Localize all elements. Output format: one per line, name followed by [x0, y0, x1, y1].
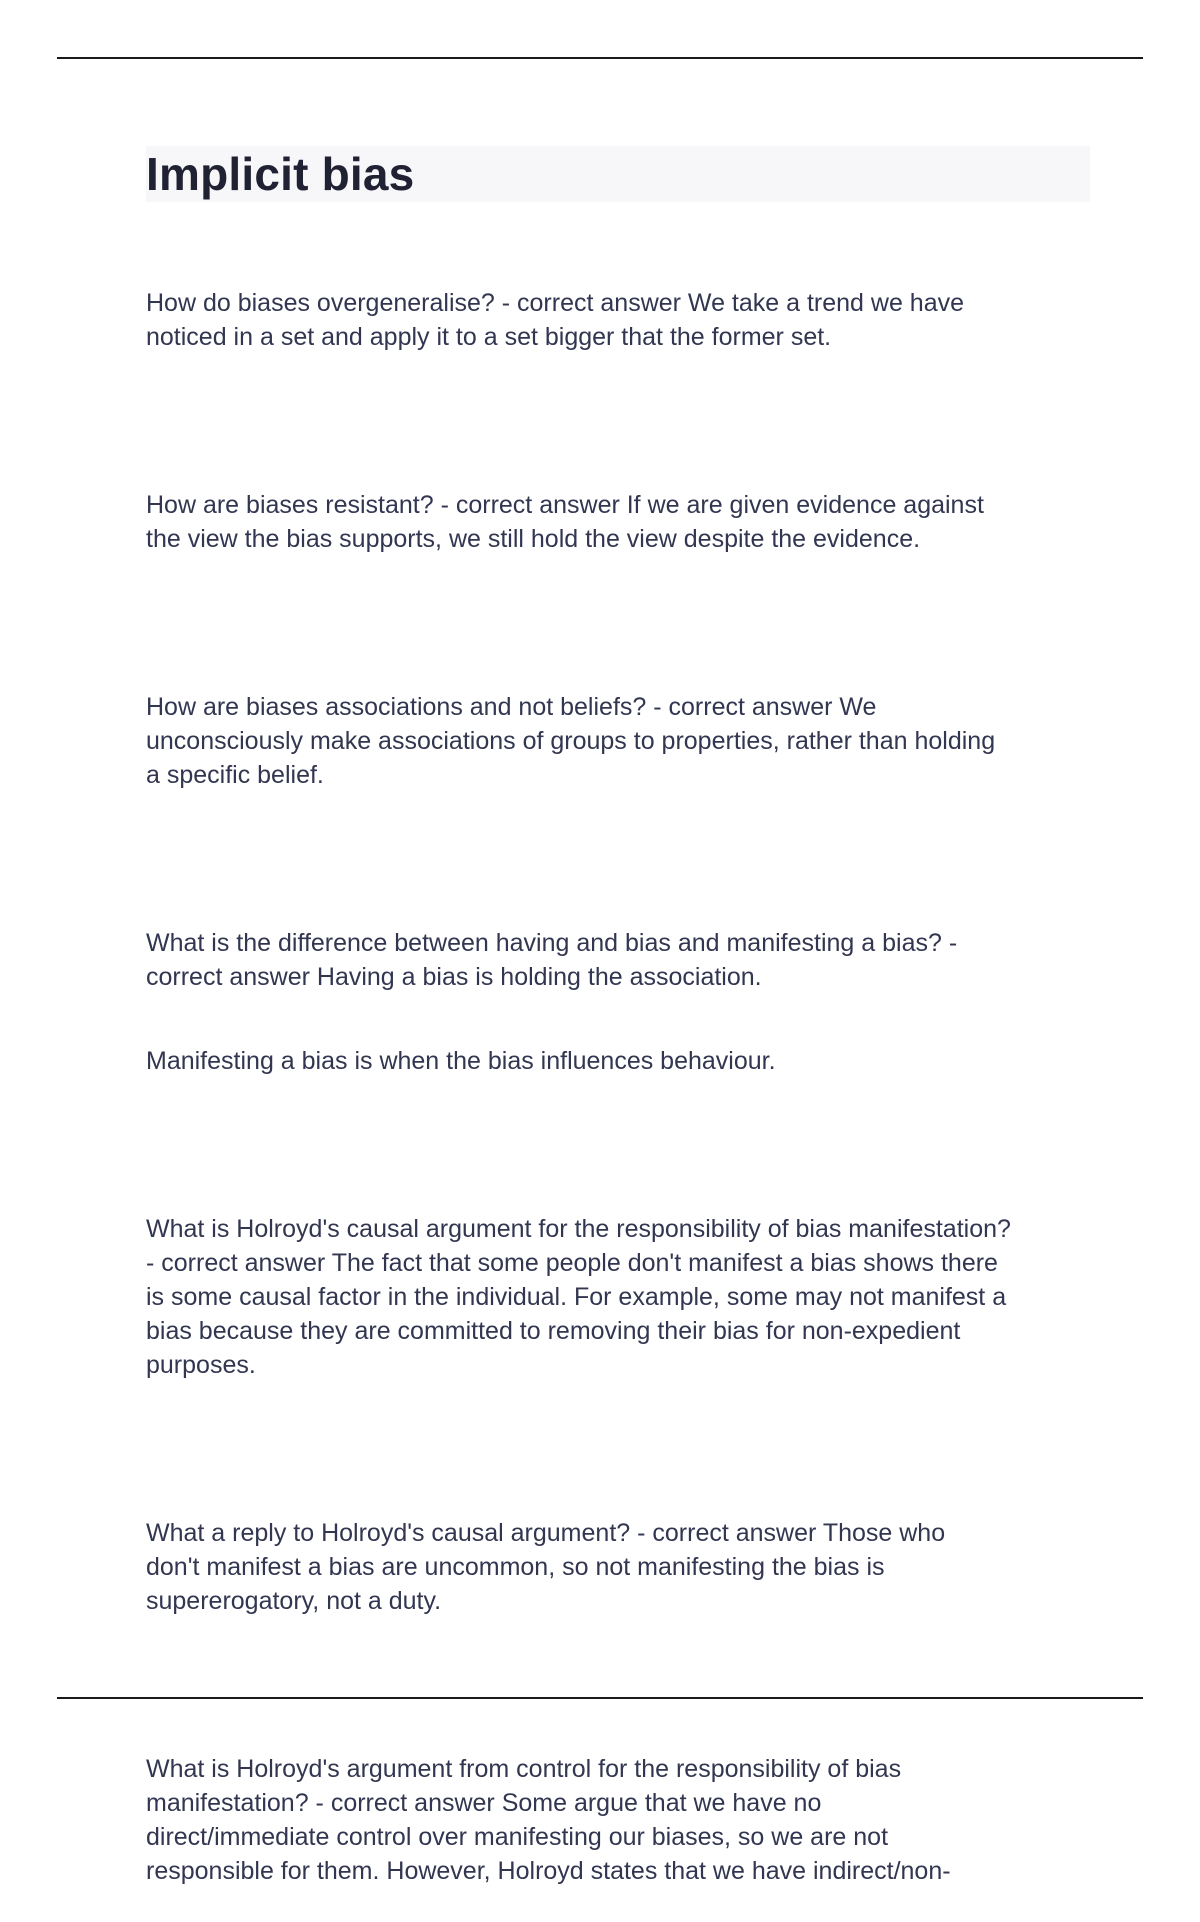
page-title: Implicit bias: [146, 148, 415, 200]
qa-item-associations: [146, 656, 1090, 826]
qa-list: [146, 252, 1090, 1922]
bottom-rule: [57, 1697, 1143, 1699]
qa-item-control-argument: [146, 1718, 1090, 1922]
qa-text: What is Holroyd's argument from control for the responsibility of bias manifestation? - correct answer Some argue that we have no direct/immediate control over manifesting our biases, so we are not responsible for them. However, Holroyd states that we have indirect/non-: [146, 1755, 951, 1885]
qa-item-having-vs-manifesting: [146, 892, 1090, 1112]
qa-text: How are biases associations and not beliefs? - correct answer We unconsciously make associations of groups to properties, rather than holding a specific belief.: [146, 693, 996, 789]
qa-item-causal-reply: [146, 1482, 1090, 1652]
qa-item-resistant: [146, 454, 1090, 590]
document-body: [146, 146, 1090, 1922]
qa-text: What a reply to Holroyd's causal argument? - correct answer Those who don't manifest a bias are uncommon, so not manifesting the bias is supererogatory, not a duty.: [146, 1519, 946, 1615]
top-rule: [57, 57, 1143, 59]
qa-text: What is Holroyd's causal argument for the responsibility of bias manifestation? - correct answer The fact that some people don't manifest a bias shows there is some causal factor in the individual. For example, some may not manifest a bias because they are committed to removing their bias for non-expedient purposes.: [146, 1215, 1011, 1379]
qa-text: What is the difference between having and bias and manifesting a bias? - correct answer Having a bias is holding the association.: [146, 929, 958, 991]
qa-item-causal-argument: [146, 1178, 1090, 1416]
title-bar: [146, 146, 1090, 202]
qa-text: How do biases overgeneralise? - correct answer We take a trend we have noticed in a set and apply it to a set bigger that the former set.: [146, 289, 965, 351]
qa-item-overgeneralise: [146, 252, 1090, 388]
qa-text: How are biases resistant? - correct answer If we are given evidence against the view the bias supports, we still hold the view despite the evidence.: [146, 491, 984, 553]
qa-text-continued: Manifesting a bias is when the bias influences behaviour.: [146, 1047, 776, 1075]
